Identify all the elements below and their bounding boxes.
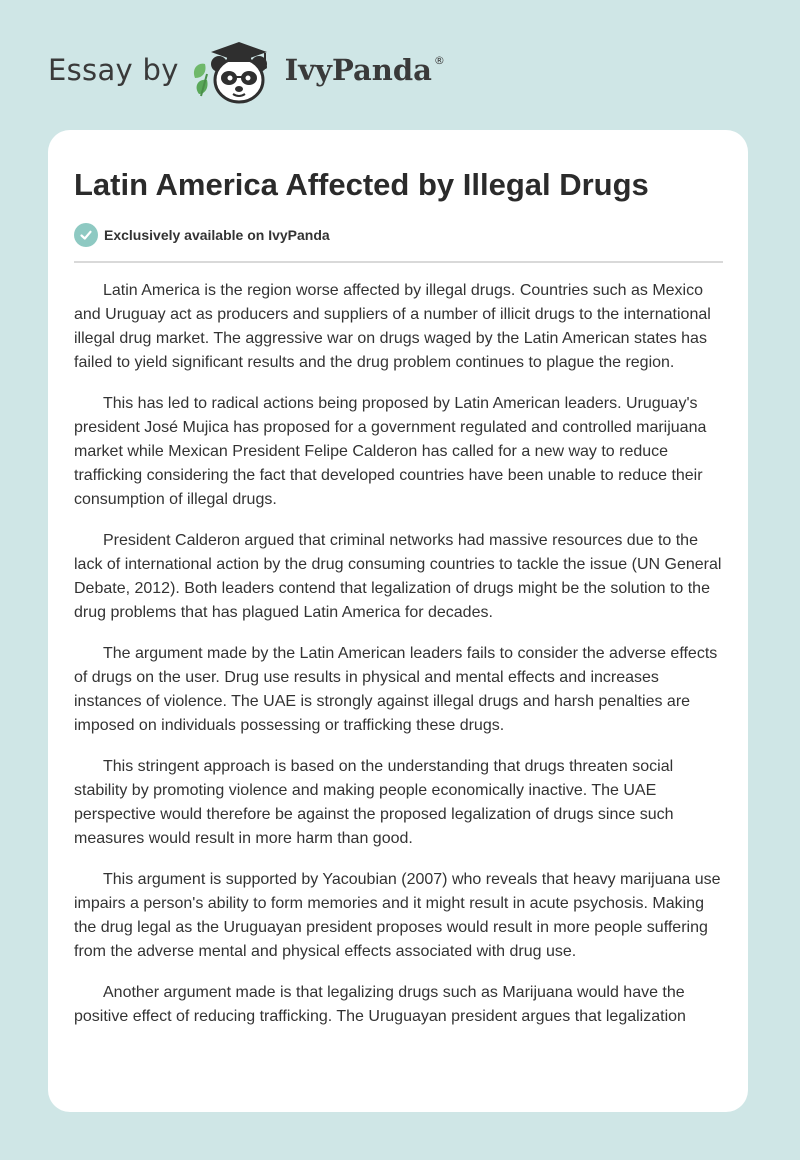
check-circle-icon [74,223,98,247]
brand-logo[interactable] [48,34,445,106]
paragraph: President Calderon argued that criminal networks had massive resources due to the lack of international action by the drug consuming countries to tackle the issue (UN General Debate, 2012). Both leaders contend that legalization of drugs might be the solution to the drug problems that has plagued Latin America for decades. [74,532,722,621]
registered-mark: ® [433,53,445,67]
paragraph: The argument made by the Latin American leaders fails to consider the adverse effects of drugs on the user. Drug use results in physical and mental effects and increases instances of violence. The UAE is strongly against illegal drugs and harsh penalties are imposed on individuals possessing or trafficking these drugs. [74,645,718,734]
brand-prefix: Essay by [48,53,179,87]
paragraph: Another argument made is that legalizing drugs such as Marijuana would have the positive effect of reducing trafficking. The Uruguayan president argues that legalization [74,984,686,1025]
paragraph: This has led to radical actions being proposed by Latin American leaders. Uruguay's president José Mujica has proposed for a government regulated and controlled marijuana market while Mexican President Felipe Calderon has called for a new way to reduce trafficking considering the fact that developed countries have been unable to reduce their consumption of illegal drugs. [74,395,707,508]
paragraph: This stringent approach is based on the understanding that drugs threaten social stability by promoting violence and making people economically inactive. The UAE perspective would therefore be against the proposed legalization of drugs since such measures would result in more harm than good. [74,758,674,847]
paragraph: Latin America is the region worse affected by illegal drugs. Countries such as Mexico and Uruguay act as producers and suppliers of a number of illicit drugs to the international illegal drug market. The aggressive war on drugs waged by the Latin American states has failed to yield significant results and the drug problem continues to plague the region. [74,282,711,371]
panda-graduate-logo-icon [189,34,281,106]
paragraph: This argument is supported by Yacoubian (2007) who reveals that heavy marijuana use impairs a person's ability to form memories and it might result in acute psychosis. Making the drug legal as the Uruguayan president proposes would result in more people suffering from the adverse mental and physical effects associated with drug use. [74,871,721,960]
essay-card [48,130,748,1112]
essay-body [74,279,729,1046]
exclusive-badge [74,223,330,247]
brand-name: IvyPanda [284,53,432,87]
badge-label: Exclusively available on IvyPanda [104,227,330,243]
divider [74,261,723,263]
page-title: Latin America Affected by Illegal Drugs [74,167,649,202]
